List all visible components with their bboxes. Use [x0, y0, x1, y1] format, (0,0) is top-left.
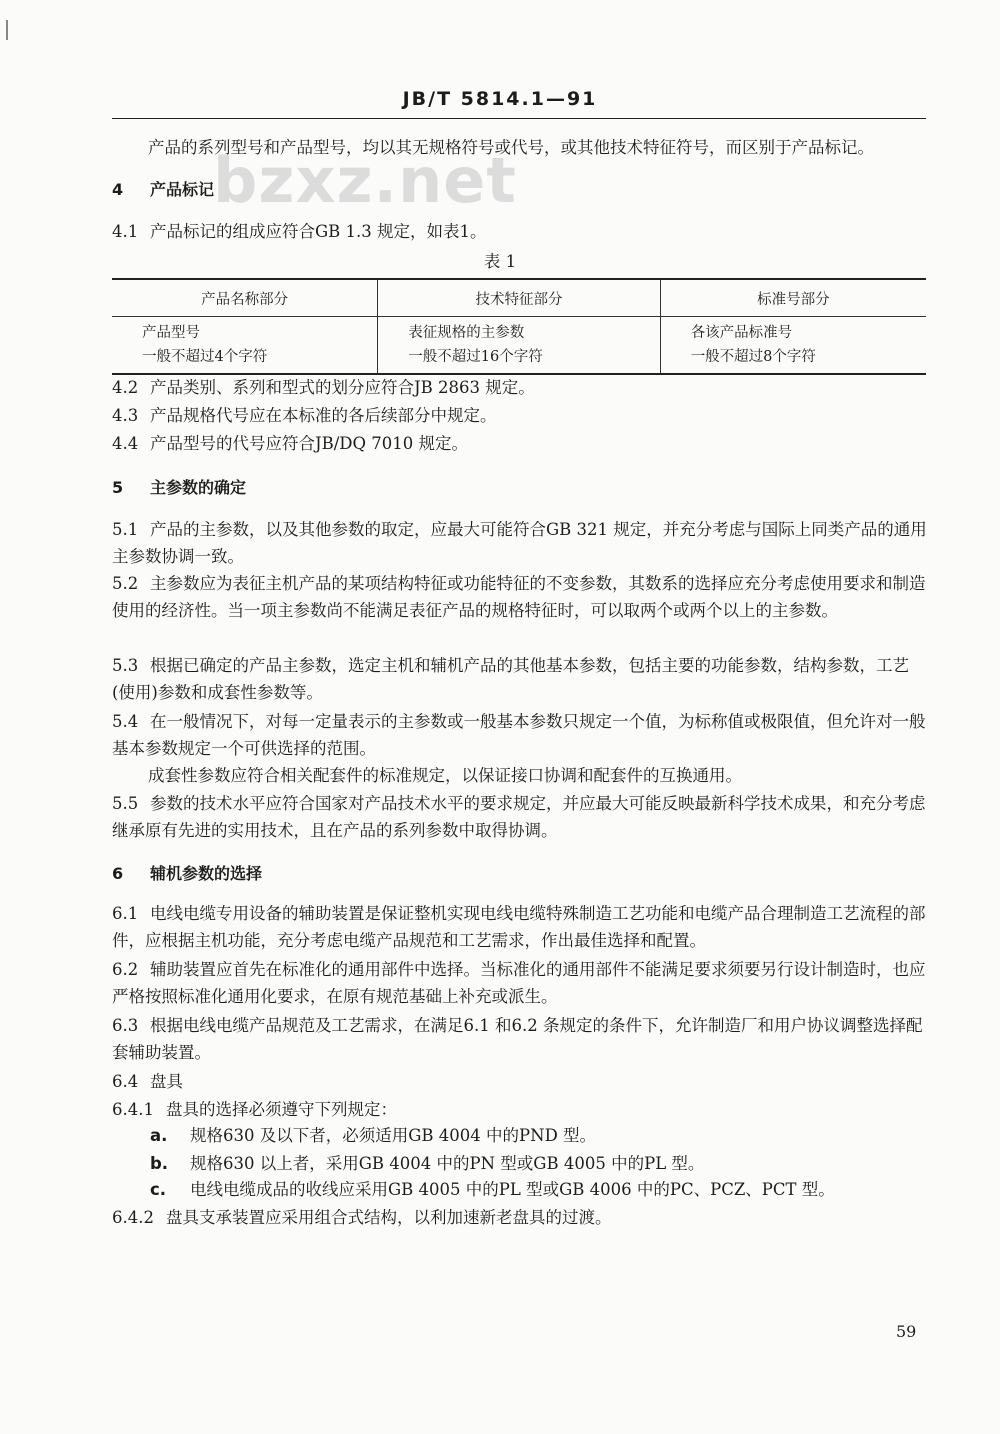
clause-4-3 — [112, 402, 928, 429]
clause-5-4 — [112, 708, 928, 762]
clause-text: 主参数应为表征主机产品的某项结构特征或功能特征的不变参数，其数系的选择应充分考虑使用要求和制造使用的经济性。当一项主参数尚不能满足表征产品的规格特征时，可以取两个或两个以上的主参数。 — [112, 574, 926, 620]
section-4-heading — [112, 176, 928, 203]
clause-5-3 — [112, 652, 928, 706]
clause-6-4-2 — [112, 1204, 928, 1231]
clause-text: 盘具的选择必须遵守下列规定： — [166, 1100, 397, 1119]
watermark: bzxz.net — [213, 144, 517, 217]
cell-line: 产品型号 — [142, 325, 200, 341]
clause-number: 5.2 — [112, 574, 139, 593]
clause-text: 电线电缆专用设备的辅助装置是保证整机实现电线电缆特殊制造工艺功能和电缆产品合理制造工艺流程的部件，应根据主机功能，充分考虑电缆产品规范和工艺需求，作出最佳选择和配置。 — [112, 904, 926, 950]
cell-line: 各该产品标准号 — [690, 325, 793, 341]
clause-text: 参数的技术水平应符合国家对产品技术水平的要求规定，并应最大可能反映最新科学技术成果，和充分考虑继承原有先进的实用技术，且在产品的系列参数中取得协调。 — [112, 794, 926, 840]
clause-number: 6.4.1 — [112, 1100, 154, 1119]
clause-number: 6.4 — [112, 1072, 139, 1091]
section-number: 5 — [112, 478, 124, 497]
header-rule — [112, 118, 926, 119]
table-cell — [112, 317, 378, 375]
table-row — [112, 317, 926, 375]
clause-6-2 — [112, 956, 928, 1010]
clause-6-3 — [112, 1012, 928, 1066]
section-title: 辅机参数的选择 — [150, 864, 263, 883]
table-header-cell: 标准号部分 — [660, 279, 926, 317]
clause-5-1 — [112, 516, 928, 570]
clause-text: 根据电线电缆产品规范及工艺需求，在满足6.1 和6.2 条规定的条件下，允许制造厂和用户协议调整选择配套辅助装置。 — [112, 1016, 923, 1062]
list-item — [150, 1176, 835, 1203]
clause-text: 产品的主参数，以及其他参数的取定，应最大可能符合GB 321 规定，并充分考虑与国际上同类产品的通用主参数协调一致。 — [112, 520, 927, 566]
list-item — [150, 1150, 704, 1177]
clause-number: 5.5 — [112, 794, 139, 813]
clause-5-5 — [112, 790, 928, 844]
section-6-heading — [112, 860, 928, 887]
scan-edge-mark — [6, 20, 8, 40]
clause-text: 产品规格代号应在本标准的各后续部分中规定。 — [150, 406, 497, 425]
list-text: 电线电缆成品的收线应采用GB 4005 中的PL 型或GB 4006 中的PC、PCZ、PCT 型。 — [190, 1180, 835, 1199]
section-title: 主参数的确定 — [150, 478, 247, 497]
clause-text: 盘具 — [150, 1072, 183, 1091]
clause-number: 4.4 — [112, 434, 139, 453]
clause-5-2 — [112, 570, 928, 624]
document-header: JB/T 5814.1—91 — [402, 88, 598, 110]
clause-number: 6.3 — [112, 1016, 139, 1035]
clause-6-1 — [112, 900, 928, 954]
table-header-cell: 技术特征部分 — [378, 279, 660, 317]
clause-text: 根据已确定的产品主参数，选定主机和辅机产品的其他基本参数，包括主要的功能参数，结构参数，工艺(使用)参数和成套性参数等。 — [112, 656, 909, 702]
clause-number: 4.2 — [112, 378, 139, 397]
section-5-heading — [112, 474, 928, 501]
clause-text: 辅助装置应首先在标准化的通用部件中选择。当标准化的通用部件不能满足要求须要另行设计制造时，也应严格按照标准化通用化要求，在原有规范基础上补充或派生。 — [112, 960, 926, 1006]
clause-text: 在一般情况下，对每一定量表示的主参数或一般基本参数只规定一个值，为标称值或极限值，但允许对一般基本参数规定一个可供选择的范围。 — [112, 712, 926, 758]
list-letter: c. — [150, 1180, 167, 1199]
clause-number: 4.3 — [112, 406, 139, 425]
table-header-row — [112, 279, 926, 317]
clause-number: 5.3 — [112, 656, 139, 675]
page-number: 59 — [896, 1322, 917, 1341]
table-header-cell: 产品名称部分 — [201, 291, 289, 308]
section-number: 4 — [112, 180, 124, 199]
intro-paragraph: 产品的系列型号和产品型号，均以其无规格符号或代号，或其他技术特征符号，而区别于产品标记。 — [148, 138, 874, 157]
list-text: 规格630 以上者，采用GB 4004 中的PN 型或GB 4005 中的PL 型。 — [190, 1154, 705, 1173]
clause-number: 5.4 — [112, 712, 139, 731]
clause-4-1 — [112, 218, 928, 245]
clause-text: 产品类别、系列和型式的划分应符合JB 2863 规定。 — [150, 378, 535, 397]
section-number: 6 — [112, 864, 124, 883]
table-cell — [660, 317, 926, 375]
clause-number: 4.1 — [112, 222, 139, 241]
product-marking-table — [112, 278, 926, 375]
cell-line: 一般不超过4个字符 — [142, 349, 268, 365]
list-item — [150, 1122, 596, 1149]
clause-4-4 — [112, 430, 928, 457]
clause-text: 产品标记的组成应符合GB 1.3 规定，如表1。 — [150, 222, 487, 241]
clause-number: 6.1 — [112, 904, 139, 923]
cell-line: 表征规格的主参数 — [408, 325, 525, 341]
clause-number: 6.4.2 — [112, 1208, 154, 1227]
clause-number: 5.1 — [112, 520, 139, 539]
clause-6-4-1 — [112, 1096, 928, 1123]
clause-4-2 — [112, 374, 928, 401]
clause-5-4-continuation: 成套性参数应符合相关配套件的标准规定，以保证接口协调和配套件的互换通用。 — [148, 766, 742, 785]
list-letter: b. — [150, 1154, 169, 1173]
list-letter: a. — [150, 1126, 168, 1145]
clause-6-4 — [112, 1068, 928, 1095]
clause-text: 盘具支承装置应采用组合式结构，以利加速新老盘具的过渡。 — [166, 1208, 612, 1227]
table-caption: 表 1 — [483, 252, 517, 271]
list-text: 规格630 及以下者，必须适用GB 4004 中的PND 型。 — [190, 1126, 597, 1145]
table-cell — [378, 317, 660, 375]
cell-line: 一般不超过16个字符 — [408, 349, 543, 365]
cell-line: 一般不超过8个字符 — [690, 349, 816, 365]
clause-text: 产品型号的代号应符合JB/DQ 7010 规定。 — [150, 434, 469, 453]
clause-number: 6.2 — [112, 960, 139, 979]
section-title: 产品标记 — [150, 180, 215, 199]
